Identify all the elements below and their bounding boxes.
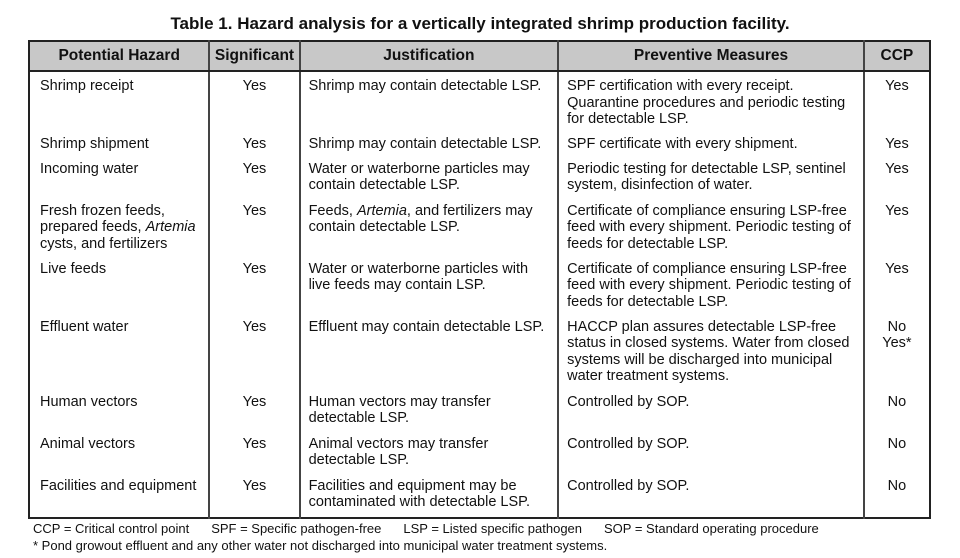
table-row <box>29 434 930 476</box>
header-potential-hazard: Potential Hazard <box>29 41 209 71</box>
measures-cell: Certificate of compliance ensuring LSP-free feed with every shipment. Periodic testing of feeds for detectable LSP. <box>558 201 864 259</box>
significant-cell: Yes <box>209 392 299 434</box>
significant-cell: Yes <box>209 201 299 259</box>
hazard-cell: Shrimp shipment <box>40 135 149 152</box>
justification-text: Feeds, <box>308 202 357 219</box>
ccp-cell: No <box>864 392 930 434</box>
justification-cell: Shrimp may contain detectable LSP. <box>300 134 559 159</box>
hazard-cell <box>29 201 209 259</box>
table-row <box>29 317 930 392</box>
abbr-ccp: CCP = Critical control point <box>33 521 190 536</box>
justification-cell: Shrimp may contain detectable LSP. <box>300 71 559 134</box>
table-row <box>29 134 930 159</box>
ccp-cell <box>864 317 930 392</box>
table-title: Table 1. Hazard analysis for a vertically integrated shrimp production facility. <box>170 14 790 33</box>
hazard-cell: Facilities and equipment <box>40 477 197 494</box>
significant-cell: Yes <box>209 159 299 201</box>
measures-cell: Controlled by SOP. <box>558 434 864 476</box>
hazard-cell: Effluent water <box>40 318 129 335</box>
ccp-cell: Yes <box>864 134 930 159</box>
measures-cell: SPF certificate with every shipment. <box>558 134 864 159</box>
significant-cell: Yes <box>209 134 299 159</box>
hazard-cell: Human vectors <box>40 393 138 410</box>
measures-cell: SPF certification with every receipt. Quarantine procedures and periodic testing for detectable LSP. <box>558 71 864 134</box>
abbreviations-line <box>33 520 841 537</box>
table-row <box>29 159 930 201</box>
measures-cell: Controlled by SOP. <box>558 392 864 434</box>
significant-cell: Yes <box>209 317 299 392</box>
abbr-lsp: LSP = Listed specific pathogen <box>403 521 583 536</box>
hazard-cell: Shrimp receipt <box>40 78 134 94</box>
table-row <box>29 201 930 259</box>
table-notes <box>33 520 841 554</box>
hazard-cell: Animal vectors <box>40 435 136 452</box>
justification-cell: Animal vectors may transfer detectable LSP. <box>300 434 559 476</box>
hazard-text: cysts, and fertilizers <box>40 235 168 252</box>
ccp-cell: Yes <box>864 259 930 317</box>
table-row <box>29 476 930 518</box>
justification-cell <box>300 201 559 259</box>
justification-cell: Facilities and equipment may be contaminated with detectable LSP. <box>300 476 559 518</box>
hazard-cell: Live feeds <box>40 260 107 277</box>
justification-italic: Artemia <box>356 202 407 219</box>
significant-cell: Yes <box>209 434 299 476</box>
justification-cell: Water or waterborne particles with live feeds may contain LSP. <box>300 259 559 317</box>
justification-cell: Effluent may contain detectable LSP. <box>300 317 559 392</box>
hazard-italic: Artemia <box>145 219 196 235</box>
header-preventive-measures: Preventive Measures <box>558 41 864 71</box>
header-significant: Significant <box>209 41 299 71</box>
abbr-sop: SOP = Standard operating procedure <box>604 521 819 536</box>
header-row <box>29 41 930 71</box>
measures-cell: Controlled by SOP. <box>558 476 864 518</box>
abbr-spf: SPF = Specific pathogen-free <box>211 521 382 536</box>
significant-cell: Yes <box>209 476 299 518</box>
justification-cell: Water or waterborne particles may contain detectable LSP. <box>300 159 559 201</box>
footnote: * Pond growout effluent and any other water not discharged into municipal water treatment systems. <box>33 538 608 553</box>
measures-cell: Periodic testing for detectable LSP, sentinel system, disinfection of water. <box>558 159 864 201</box>
ccp-value: No <box>887 318 907 335</box>
measures-cell: Certificate of compliance ensuring LSP-free feed with every shipment. Periodic testing of feeds for detectable LSP. <box>558 259 864 317</box>
significant-cell: Yes <box>209 71 299 134</box>
ccp-cell: Yes <box>864 71 930 134</box>
hazard-text: Fresh frozen feeds, prepared feeds, <box>40 202 165 235</box>
ccp-value-footnoted: Yes* <box>882 335 912 351</box>
measures-cell: HACCP plan assures detectable LSP-free status in closed systems. Water from closed systems will be discharged into municipal water treatment systems. <box>558 317 864 392</box>
justification-text: , and fertilizers may contain detectable LSP. <box>308 202 533 235</box>
ccp-cell: No <box>864 434 930 476</box>
ccp-cell: Yes <box>864 201 930 259</box>
justification-cell: Human vectors may transfer detectable LSP. <box>300 392 559 434</box>
hazard-analysis-table <box>28 40 931 519</box>
ccp-cell: Yes <box>864 159 930 201</box>
table-row <box>29 259 930 317</box>
hazard-cell: Incoming water <box>40 160 139 177</box>
header-justification: Justification <box>300 41 559 71</box>
table-row <box>29 392 930 434</box>
significant-cell: Yes <box>209 259 299 317</box>
header-ccp: CCP <box>864 41 930 71</box>
ccp-cell: No <box>864 476 930 518</box>
table-row <box>29 71 930 134</box>
